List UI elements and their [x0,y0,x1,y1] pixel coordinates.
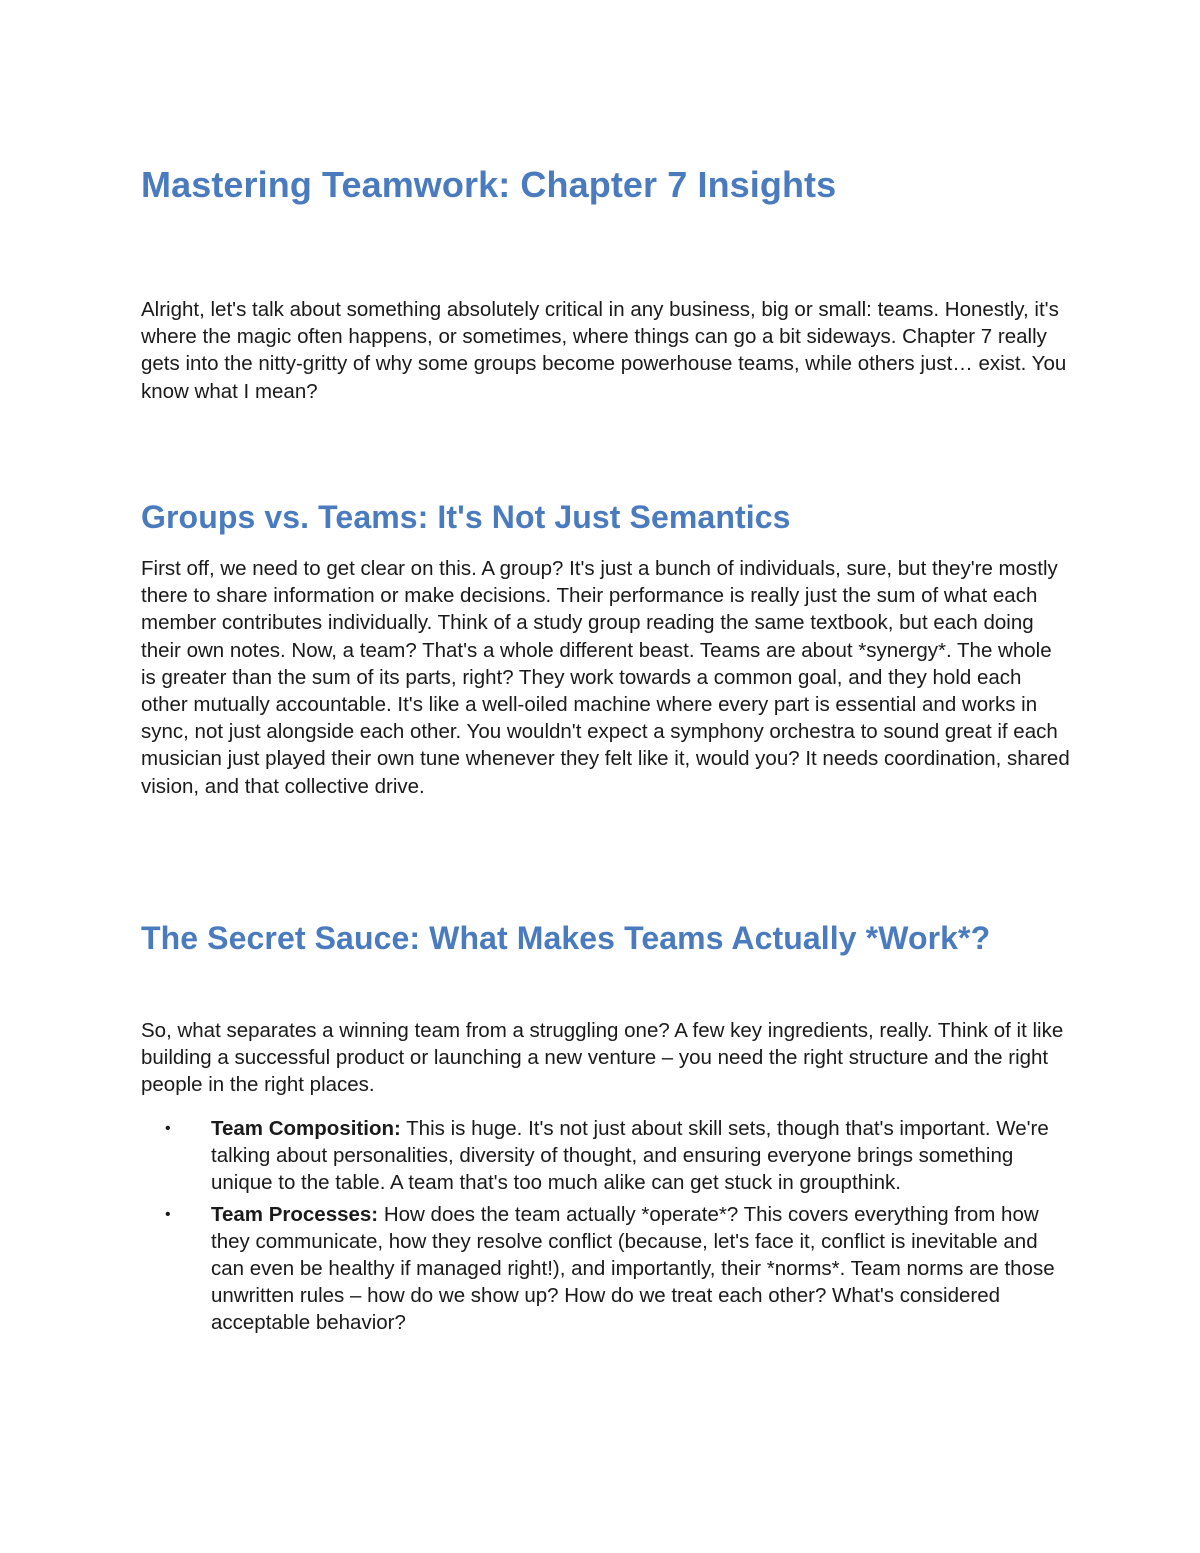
section-heading-groups-vs-teams: Groups vs. Teams: It's Not Just Semantics [141,499,791,535]
key-ingredients-list [141,1115,1071,1341]
list-item-term: Team Composition: [211,1117,401,1140]
list-item-team-composition [141,1115,1071,1197]
section-body-groups-vs-teams: First off, we need to get clear on this. A group? It's just a bunch of individuals, sure, but they're mostly there to share information or make decisions. Their performance is really just the sum of what each member contributes individually. Think of a study group reading the same textbook, but each doing their own notes. Now, a team? That's a whole different beast. Teams are about *synergy*. The whole is greater than the sum of its parts, right? They work towards a common goal, and they hold each other mutually accountable. It's like a well-oiled machine where every part is essential and works in sync, not just alongside each other. You wouldn't expect a symphony orchestra to sound great if each musician just played their own tune whenever they felt like it, would you? It needs coordination, shared vision, and that collective drive. [141,557,1070,798]
section-body-secret-sauce: So, what separates a winning team from a struggling one? A few key ingredients, really. Think of it like building a successful product or launching a new venture – you need the right structure and the right people in the right places. [141,1019,1064,1097]
list-item-term: Team Processes: [211,1202,379,1226]
intro-paragraph: Alright, let's talk about something absolutely critical in any business, big or small: teams. Honestly, it's where the magic often happens, or sometimes, where things can go a bit sideways. Chapter 7 really gets into the nitty-gritty of why some groups become powerhouse teams, while others just… exist. You know what I mean? [141,298,1067,403]
bullet-icon: • [165,1120,171,1137]
bullet-icon: • [165,1205,171,1223]
list-item-text: This is huge. It's not just about skill sets, though that's important. We're talking about personalities, diversity of thought, and ensuring everyone brings something unique to the table. A team that's too much alike can get stuck in groupthink. [211,1117,1049,1195]
section-heading-secret-sauce: The Secret Sauce: What Makes Teams Actually *Work*? [141,920,991,956]
document-title: Mastering Teamwork: Chapter 7 Insights [141,164,837,205]
list-item-team-processes [141,1201,1071,1337]
list-item-text: How does the team actually *operate*? This covers everything from how they communicate, how they resolve conflict (because, let's face it, conflict is inevitable and can even be healthy if managed right!), and importantly, their *norms*. Team norms are those unwritten rules – how do we show up? How do we treat each other? What's considered acceptable behavior? [211,1202,1055,1335]
